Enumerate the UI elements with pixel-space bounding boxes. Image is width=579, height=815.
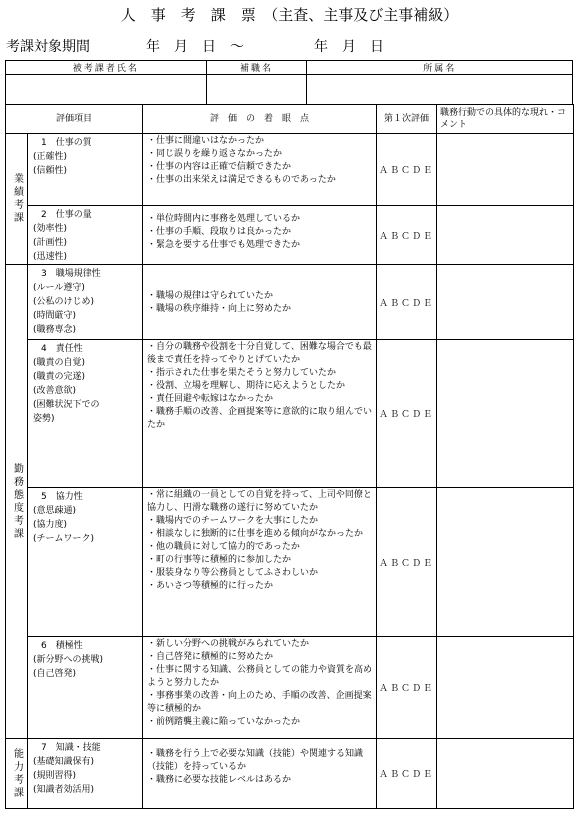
first-eval-column-header: 第１次評価 bbox=[377, 105, 437, 134]
item-cell: 7 知識・技能 (基礎知識保有) (規則習得) (知識者効活用) bbox=[28, 739, 143, 809]
employee-name-header: 被考課者氏名 bbox=[6, 61, 207, 75]
period-date-format: 年 月 日 ～ 年 月 日 bbox=[146, 39, 384, 55]
comment-field[interactable] bbox=[437, 340, 574, 488]
page-title: 人 事 考 課 票 （主査、主事及び主事補級） bbox=[120, 6, 459, 24]
table-row bbox=[6, 206, 574, 265]
position-field[interactable] bbox=[206, 75, 307, 105]
comment-field[interactable] bbox=[437, 637, 574, 739]
points-cell: ・単位時間内に事務を処理しているか ・仕事の手順、段取りは良かったか ・緊急を要する仕事でも処理できたか bbox=[143, 206, 377, 265]
grade-selector[interactable]: ＡＢＣＤＥ bbox=[377, 488, 437, 637]
comment-field[interactable] bbox=[437, 206, 574, 265]
item-cell: 5 協力性 (意思疎通) (協力度) (チームワーク) bbox=[28, 488, 143, 637]
table-row bbox=[6, 739, 574, 809]
evaluation-table bbox=[5, 104, 574, 809]
item-cell: 6 積極性 (新分野への挑戦) (自己啓発) bbox=[28, 637, 143, 739]
comment-field[interactable] bbox=[437, 134, 574, 206]
department-header: 所属名 bbox=[307, 61, 573, 75]
grade-selector[interactable]: ＡＢＣＤＥ bbox=[377, 739, 437, 809]
position-header: 補職名 bbox=[206, 61, 307, 75]
grade-selector[interactable]: ＡＢＣＤＥ bbox=[377, 637, 437, 739]
comment-field[interactable] bbox=[437, 739, 574, 809]
employee-info-table bbox=[5, 60, 573, 105]
grade-selector[interactable]: ＡＢＣＤＥ bbox=[377, 206, 437, 265]
table-row bbox=[6, 488, 574, 637]
comment-column-header: 職務行動での具体的な現れ・コメント bbox=[437, 105, 574, 134]
points-cell: ・常に組織の一員としての自覚を持って、上司や同僚と協力し、円滑な職務の遂行に努めていたか ・職場内でのチームワークを大事にしたか ・相談なしに独断的に仕事を進める傾向がなかったか ・他の職員に対して協力的であったか ・町の行事等に積極的に参加したか ・服装身なり等公務員としてふさわしいか ・あいさつ等積極的に行ったか bbox=[143, 488, 377, 637]
grade-selector[interactable]: ＡＢＣＤＥ bbox=[377, 134, 437, 206]
points-cell: ・自分の職務や役割を十分自覚して、困難な場合でも最後まで責任を持ってやりとげていたか ・指示された仕事を果たそうと努力していたか ・役割、立場を理解し、期待に応えようとしたか ・責任回避や転嫁はなかったか ・職務手順の改善、企画提案等に意欲的に取り組んでいたか bbox=[143, 340, 377, 488]
points-column-header: 評 価 の 着 眼 点 bbox=[143, 105, 377, 134]
points-cell: ・新しい分野への挑戦がみられていたか ・自己啓発に積極的に努めたか ・仕事に関する知識、公務員としての能力や資質を高めようと努力したか ・事務事業の改善・向上のため、手順の改善、企画提案等に積極的か ・前例踏襲主義に陥っていなかったか bbox=[143, 637, 377, 739]
employee-name-field[interactable] bbox=[6, 75, 207, 105]
table-row bbox=[6, 134, 574, 206]
points-cell: ・仕事に間違いはなかったか ・同じ誤りを繰り返さなかったか ・仕事の内容は正確で信頼できたか ・仕事の出来栄えは満足できるものであったか bbox=[143, 134, 377, 206]
item-cell: 3 職場規律性 (ルール遵守) (公私のけじめ) (時間厳守) (職務専念) bbox=[28, 265, 143, 340]
points-cell: ・職場の規律は守られていたか ・職場の秩序維持・向上に努めたか bbox=[143, 265, 377, 340]
department-field[interactable] bbox=[307, 75, 573, 105]
category-attitude: 勤務態度考課 bbox=[6, 265, 28, 739]
period-label: 考課対象期間 bbox=[6, 39, 90, 55]
category-ability: 能力考課 bbox=[6, 739, 28, 809]
table-row bbox=[6, 340, 574, 488]
grade-selector[interactable]: ＡＢＣＤＥ bbox=[377, 265, 437, 340]
item-cell: 2 仕事の量 (効率性) (計画性) (迅速性) bbox=[28, 206, 143, 265]
item-cell: 1 仕事の質 (正確性) (信頼性) bbox=[28, 134, 143, 206]
item-column-header: 評価項目 bbox=[6, 105, 143, 134]
comment-field[interactable] bbox=[437, 265, 574, 340]
table-row bbox=[6, 265, 574, 340]
grade-selector[interactable]: ＡＢＣＤＥ bbox=[377, 340, 437, 488]
category-performance: 業績考課 bbox=[6, 134, 28, 265]
comment-field[interactable] bbox=[437, 488, 574, 637]
table-row bbox=[6, 637, 574, 739]
item-cell: 4 責任性 (職責の自覚) (職責の完遂) (改善意欲) (困難状況下での 姿勢) bbox=[28, 340, 143, 488]
evaluation-period bbox=[6, 36, 384, 56]
points-cell: ・職務を行う上で必要な知識（技能）や関連する知識（技能）を持っているか ・職務に必要な技能レベルはあるか bbox=[143, 739, 377, 809]
